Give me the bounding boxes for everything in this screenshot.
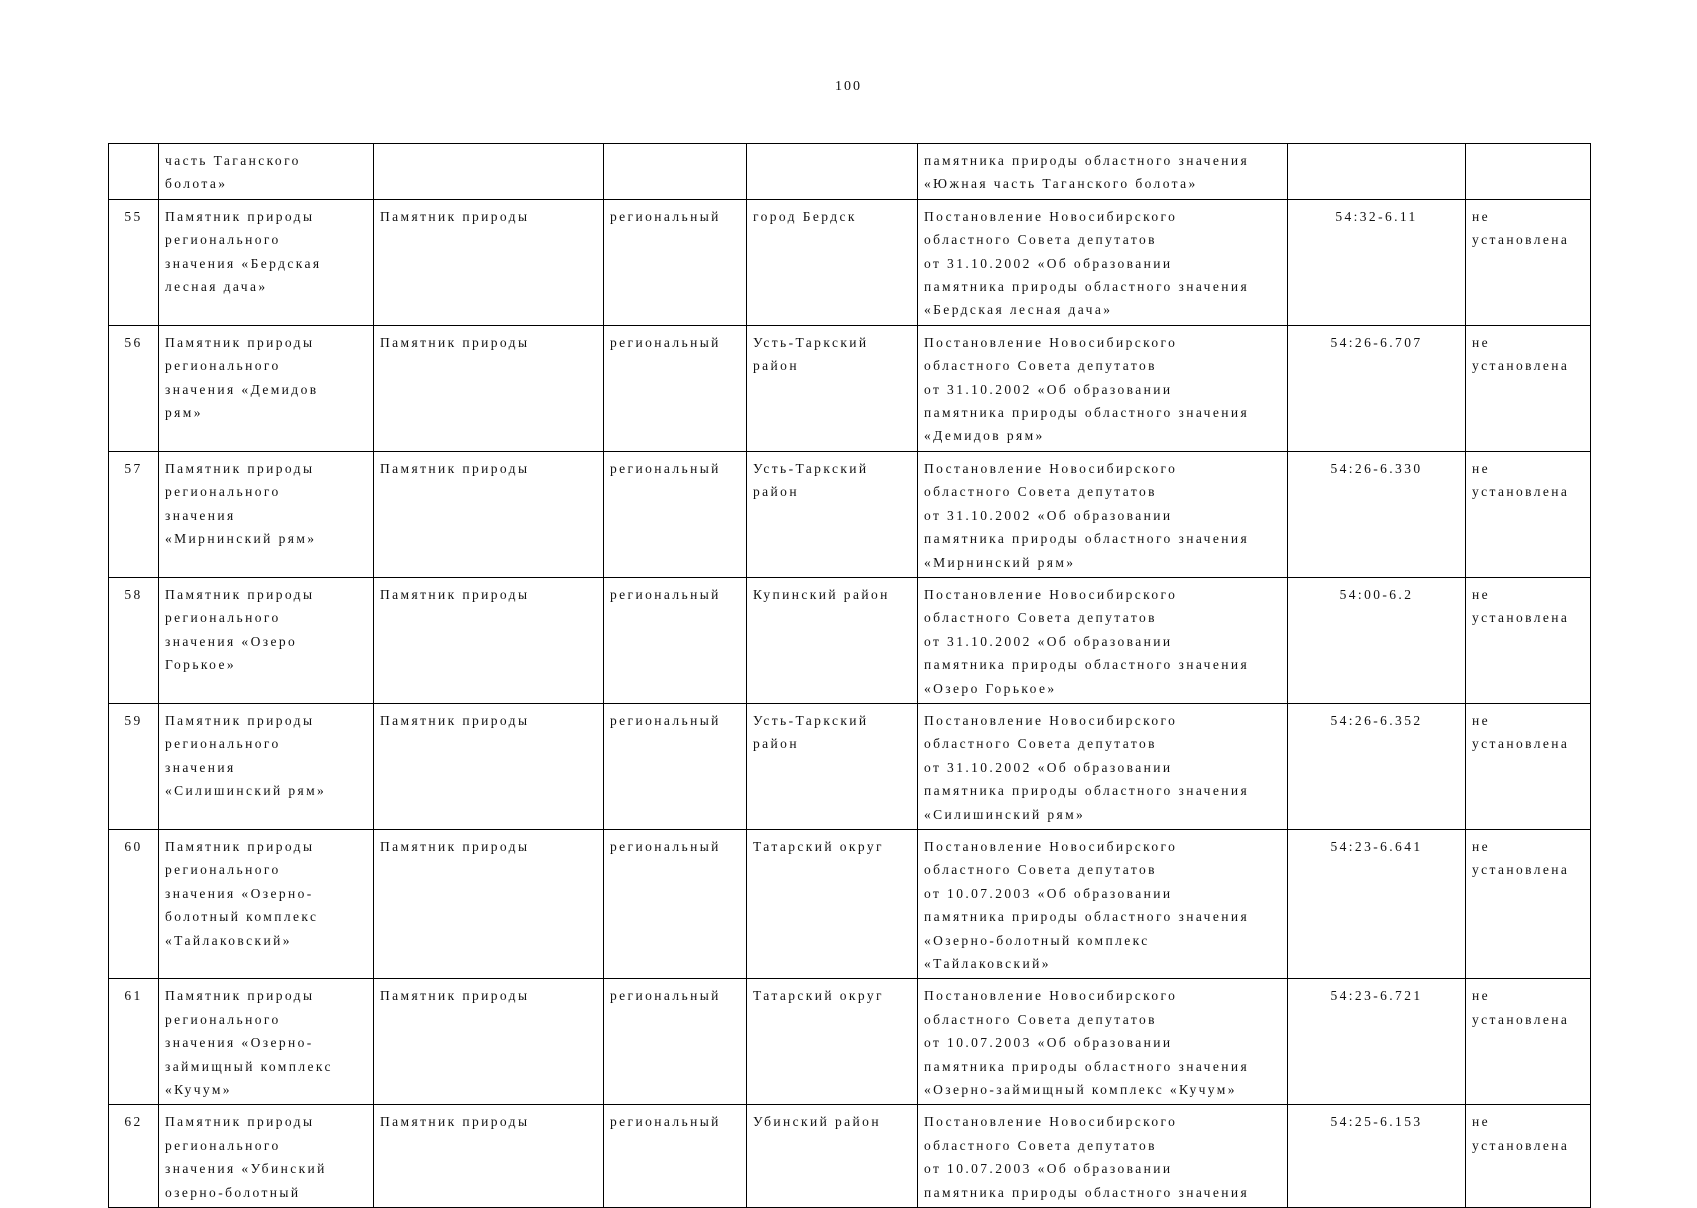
cell-name: Памятник природы регионального значения «Силишинский рям» xyxy=(159,703,374,829)
cell-document: Постановление Новосибирского областного Совета депутатов от 10.07.2003 «Об образовании памятника природы областного значения xyxy=(918,1105,1288,1208)
cell-location: Усть-Таркский район xyxy=(747,703,918,829)
table-row-continuation xyxy=(109,144,1591,200)
cell-document: Постановление Новосибирского областного Совета депутатов от 31.10.2002 «Об образовании памятника природы областного значения «Озеро Горькое» xyxy=(918,577,1288,703)
cell-registry-code: 54:25-6.153 xyxy=(1288,1105,1466,1208)
cell-document: Постановление Новосибирского областного Совета депутатов от 31.10.2002 «Об образовании памятника природы областного значения «Мирнинский рям» xyxy=(918,451,1288,577)
table-row xyxy=(109,1105,1591,1208)
cell-registry-code: 54:23-6.721 xyxy=(1288,979,1466,1105)
cell-registry-code: 54:00-6.2 xyxy=(1288,577,1466,703)
cell-significance xyxy=(604,144,747,200)
cell-registry-code: 54:26-6.707 xyxy=(1288,325,1466,451)
cell-document: Постановление Новосибирского областного Совета депутатов от 31.10.2002 «Об образовании памятника природы областного значения «Демидов рям» xyxy=(918,325,1288,451)
cell-name: Памятник природы регионального значения «Бердская лесная дача» xyxy=(159,199,374,325)
cell-document: Постановление Новосибирского областного Совета депутатов от 31.10.2002 «Об образовании памятника природы областного значения «Силишинский рям» xyxy=(918,703,1288,829)
cell-significance: региональный xyxy=(604,979,747,1105)
cell-status: не установлена xyxy=(1466,829,1591,978)
cell-status: не установлена xyxy=(1466,1105,1591,1208)
cell-status: не установлена xyxy=(1466,577,1591,703)
table-row xyxy=(109,979,1591,1105)
cell-number: 57 xyxy=(109,451,159,577)
cell-number: 60 xyxy=(109,829,159,978)
cell-significance: региональный xyxy=(604,325,747,451)
cell-status: не установлена xyxy=(1466,325,1591,451)
cell-registry-code: 54:26-6.352 xyxy=(1288,703,1466,829)
cell-category: Памятник природы xyxy=(374,979,604,1105)
cell-number: 61 xyxy=(109,979,159,1105)
cell-status: не установлена xyxy=(1466,703,1591,829)
cell-location: Усть-Таркский район xyxy=(747,451,918,577)
table-row xyxy=(109,829,1591,978)
cell-document: Постановление Новосибирского областного Совета депутатов от 10.07.2003 «Об образовании памятника природы областного значения «Озерно-болотный комплекс «Тайлаковский» xyxy=(918,829,1288,978)
cell-name: Памятник природы регионального значения «Озерно- болотный комплекс «Тайлаковский» xyxy=(159,829,374,978)
cell-number: 55 xyxy=(109,199,159,325)
cell-number: 62 xyxy=(109,1105,159,1208)
cell-category: Памятник природы xyxy=(374,325,604,451)
cell-location: город Бердск xyxy=(747,199,918,325)
cell-location: Купинский район xyxy=(747,577,918,703)
cell-document: памятника природы областного значения «Южная часть Таганского болота» xyxy=(918,144,1288,200)
cell-name: Памятник природы регионального значения «Озеро Горькое» xyxy=(159,577,374,703)
cell-status xyxy=(1466,144,1591,200)
cell-location: Татарский округ xyxy=(747,829,918,978)
table-row xyxy=(109,577,1591,703)
cell-significance: региональный xyxy=(604,1105,747,1208)
cell-document: Постановление Новосибирского областного Совета депутатов от 31.10.2002 «Об образовании памятника природы областного значения «Бердская лесная дача» xyxy=(918,199,1288,325)
cell-status: не установлена xyxy=(1466,199,1591,325)
cell-significance: региональный xyxy=(604,703,747,829)
cell-category: Памятник природы xyxy=(374,199,604,325)
cell-name: Памятник природы регионального значения «Убинский озерно-болотный xyxy=(159,1105,374,1208)
cell-name: Памятник природы регионального значения «Мирнинский рям» xyxy=(159,451,374,577)
cell-location xyxy=(747,144,918,200)
table-row xyxy=(109,703,1591,829)
cell-name: часть Таганского болота» xyxy=(159,144,374,200)
cell-location: Татарский округ xyxy=(747,979,918,1105)
cell-significance: региональный xyxy=(604,829,747,978)
cell-status: не установлена xyxy=(1466,979,1591,1105)
cell-category: Памятник природы xyxy=(374,703,604,829)
cell-significance: региональный xyxy=(604,199,747,325)
table-row xyxy=(109,451,1591,577)
cell-category: Памятник природы xyxy=(374,1105,604,1208)
cell-registry-code: 54:23-6.641 xyxy=(1288,829,1466,978)
table-row xyxy=(109,325,1591,451)
cell-status: не установлена xyxy=(1466,451,1591,577)
cell-name: Памятник природы регионального значения «Демидов рям» xyxy=(159,325,374,451)
cell-registry-code: 54:32-6.11 xyxy=(1288,199,1466,325)
cell-number: 56 xyxy=(109,325,159,451)
cell-registry-code xyxy=(1288,144,1466,200)
cell-number: 58 xyxy=(109,577,159,703)
cell-category xyxy=(374,144,604,200)
cell-significance: региональный xyxy=(604,451,747,577)
cell-name: Памятник природы регионального значения «Озерно- займищный комплекс «Кучум» xyxy=(159,979,374,1105)
cell-number: 59 xyxy=(109,703,159,829)
cell-registry-code: 54:26-6.330 xyxy=(1288,451,1466,577)
cell-location: Убинский район xyxy=(747,1105,918,1208)
cell-significance: региональный xyxy=(604,577,747,703)
table-row xyxy=(109,199,1591,325)
cell-category: Памятник природы xyxy=(374,577,604,703)
cell-category: Памятник природы xyxy=(374,829,604,978)
page-number: 100 xyxy=(835,79,862,94)
cell-location: Усть-Таркский район xyxy=(747,325,918,451)
protected-areas-table xyxy=(108,143,1591,1208)
cell-category: Памятник природы xyxy=(374,451,604,577)
cell-number xyxy=(109,144,159,200)
cell-document: Постановление Новосибирского областного Совета депутатов от 10.07.2003 «Об образовании памятника природы областного значения «Озерно-займищный комплекс «Кучум» xyxy=(918,979,1288,1105)
